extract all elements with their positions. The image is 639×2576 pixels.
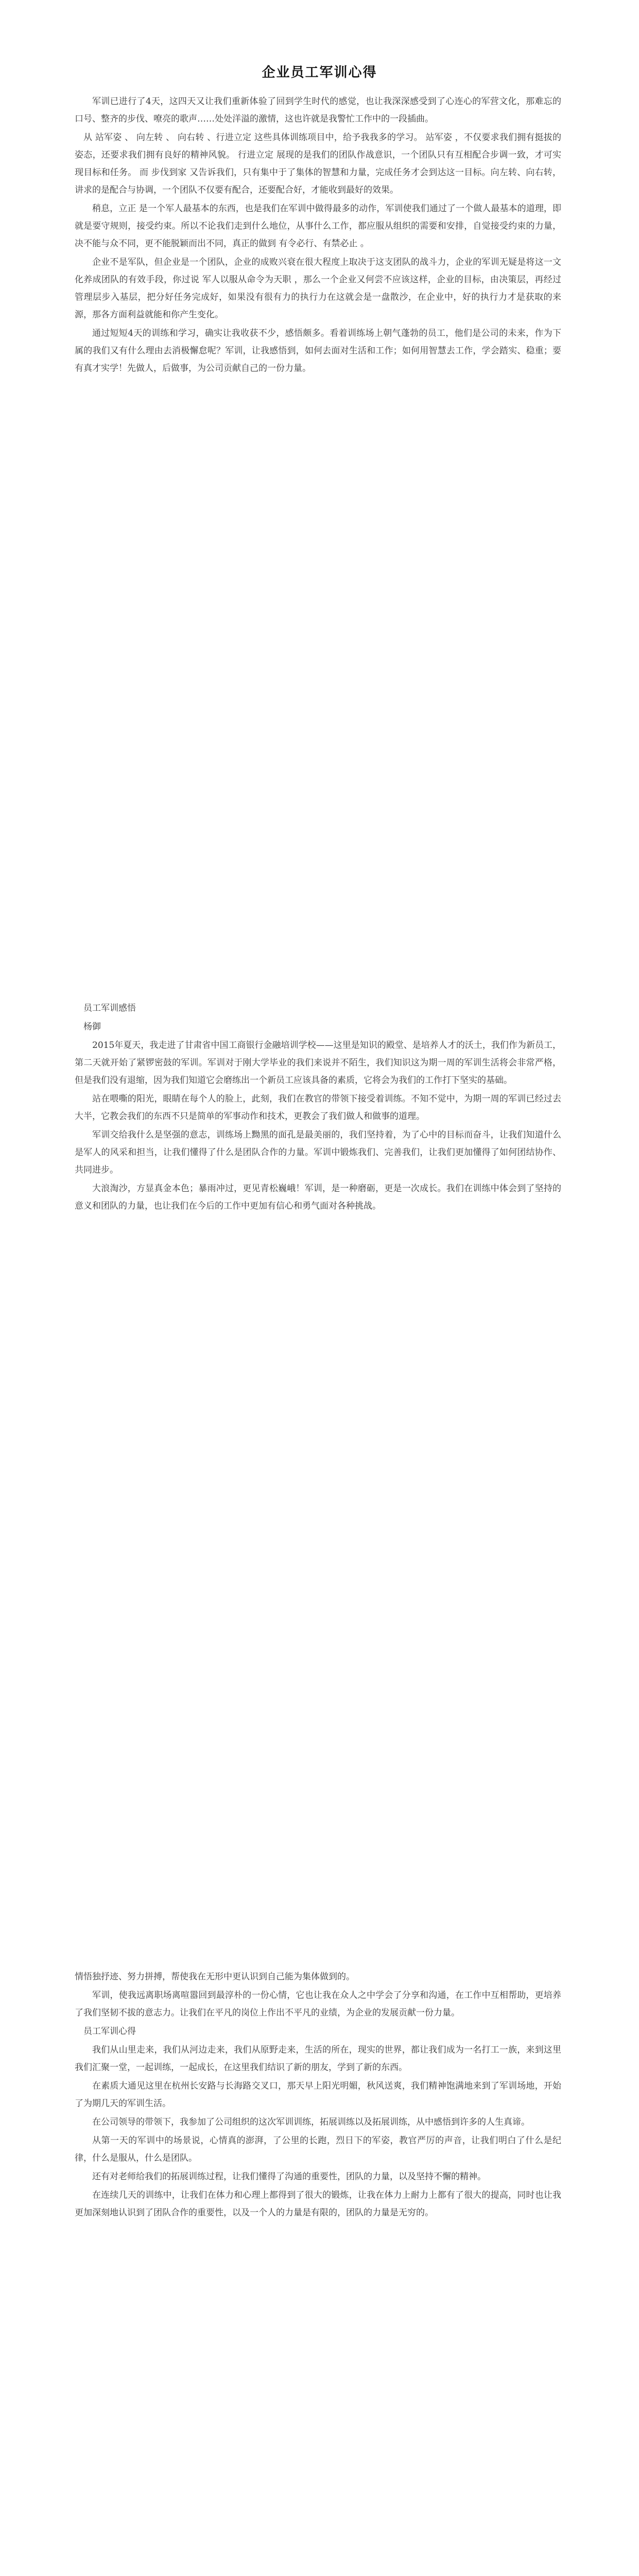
subsection-heading: 员工军训心得 xyxy=(83,2026,136,2037)
paragraph: 军训交给我什么是坚强的意志，训练场上黝黑的面孔是最美丽的，我们坚持着，为了心中的目标而奋斗，让我们知道什么是军人的风采和担当，让我们懂得了什么是团队合作的力量。军训中锻炼我们、完善我们，让我们更加懂得了如何团结协作、共同进步。 xyxy=(75,1130,561,1175)
section-part1 xyxy=(75,93,561,378)
paragraph: 稍息，立正 是一个军人最基本的东西，也是我们在军训中做得最多的动作，军训使我们通过了一个做人最基本的道理，即就是要守规则，接受约束。所以不论我们走到什么地位，从事什么工作，都应服从组织的需要和安排，自觉接受约束的力量，决不能与众不同，更不能脱颖而出不同，真正的做到 有令必行、有禁必止 。 xyxy=(75,204,561,249)
paragraph: 军训，使我远离职场离喧嚣回到最淳朴的一份心情，它也让我在众人之中学会了分享和沟通，在工作中互相帮助，更培养了我们坚韧不拔的意志力。让我们在平凡的岗位上作出不平凡的业绩，为企业的发展贡献一份力量。 xyxy=(75,1990,561,2018)
paragraph: 我们从山里走来，我们从河边走来，我们从原野走来，生活的所在，现实的世界，都让我们成为一名打工一族，来到这里我们汇聚一堂，一起训练，一起成长，在这里我们结识了新的朋友，学到了新的东西。 xyxy=(75,2045,561,2073)
paragraph: 通过短短4天的训练和学习，确实让我收获不少，感悟颇多。看着训练场上朝气蓬勃的员工，他们是公司的未来，作为下属的我们又有什么理由去消极懈怠呢？军训，让我感悟到，如何去面对生活和工作；如何用智慧去工作，学会踏实、稳重；要有真才实学！先做人，后做事，为公司贡献自己的一份力量。 xyxy=(75,328,561,374)
paragraph: 站在喂嘶的阳光，眼睛在每个人的脸上，此刻，我们在教官的带领下接受着训练。不知不觉中，为期一周的军训已经过去大半，它教会我们的东西不只是简单的军事动作和技术，更教会了我们做人和做事的道理。 xyxy=(75,1094,561,1122)
paragraph: 从 站军姿 、 向左转 、 向右转 、行进立定 这些具体训练项目中，给予我我多的学习。 站军姿 ，不仅要求我们拥有挺拔的姿态，还要求我们拥有良好的精神风貌。 行进立定 展现的是我们的团队作战意识，一个团队只有互相配合步调一致，才可实现目标和任务。 而 步伐到家 又告诉我们，只有集中于了集体的智慧和力量，完成任务才会到达这一目标。向左转、向右转，讲求的是配合与协调，一个团队不仅要有配合，还要配合好，才能收到最好的效果。 xyxy=(75,132,561,195)
paragraph: 在素质大通见这里在杭州长安路与长海路交叉口，那天早上阳光明媚，秋风送爽，我们精神饱满地来到了军训场地，开始了为期几天的军训生活。 xyxy=(75,2081,561,2109)
paragraph: 情悟独抒迹、努力拼搏，帮使我在无形中更认识到自己能为集体做到的。 xyxy=(75,1972,355,1982)
page-title: 企业员工军训心得 xyxy=(262,65,377,80)
paragraph: 在公司领导的带领下，我参加了公司组织的这次军训训练，拓展训练以及拓展训练，从中感悟到许多的人生真谛。 xyxy=(92,2117,530,2127)
paragraph: 军训已进行了4天，这四天又让我们重新体验了回到学生时代的感觉，也让我深深感受到了心连心的军营文化，那难忘的口号、整齐的步伐、嘹亮的歌声……处处洋溢的激情，这也许就是我警忙工作中的一段插曲。 xyxy=(75,96,561,124)
author-name: 杨御 xyxy=(83,1022,101,1032)
paragraph: 企业不是军队，但企业是一个团队，企业的成败兴衰在很大程度上取决于这支团队的战斗力，企业的军训无疑是将这一文化养成团队的有效手段，你过说 军人以服从命令为天职 ，那么一个企业又何尝不应该这样，企业的目标，由决策层，再经过管理层步入基层，把分好任务完成好，如果没有很有力的执行力在这就会是一盘散沙，在企业中，好的执行力才是获取的来源，那各方面利益就能和你产生变化。 xyxy=(75,257,561,320)
section-part3 xyxy=(75,1968,561,2223)
paragraph: 大浪淘沙，方显真金本色；暴雨冲过，更见青松巍峨！军训，是一种磨砺，更是一次成长。我们在训练中体会到了坚持的意义和团队的力量，也让我们在今后的工作中更加有信心和勇气面对各种挑战。 xyxy=(75,1183,561,1211)
paragraph: 2015年夏天，我走进了甘肃省中国工商银行金融培训学校——这里是知识的殿堂、是培养人才的沃土，我们作为新员工，第二天就开始了紧锣密鼓的军训。军训对于刚大学毕业的我们来说并不陌生，我们知识这为期一周的军训生活将会非常严格，但是我们没有退缩，因为我们知道它会磨练出一个新员工应该具备的素质，它将会为我们的工作打下坚实的基础。 xyxy=(75,1040,561,1086)
paragraph: 在连续几天的训练中，让我们在体力和心理上都得到了很大的锻炼，让我在体力上耐力上都有了很大的提高，同时也让我更加深刻地认识到了团队合作的重要性，以及一个人的力量是有限的，团队的力量是无穷的。 xyxy=(75,2190,561,2218)
section-part2 xyxy=(75,999,561,1216)
subsection-heading: 员工军训感悟 xyxy=(83,1003,136,1013)
paragraph: 从第一天的军训中的场景说，心情真的澎湃，了公里的长跑，烈日下的军姿，教官严厉的声音，让我们明白了什么是纪律，什么是服从，什么是团队。 xyxy=(75,2136,561,2163)
paragraph: 还有对老师给我们的拓展训练过程，让我们懂得了沟通的重要性，团队的力量，以及坚持不懈的精神。 xyxy=(92,2172,486,2182)
